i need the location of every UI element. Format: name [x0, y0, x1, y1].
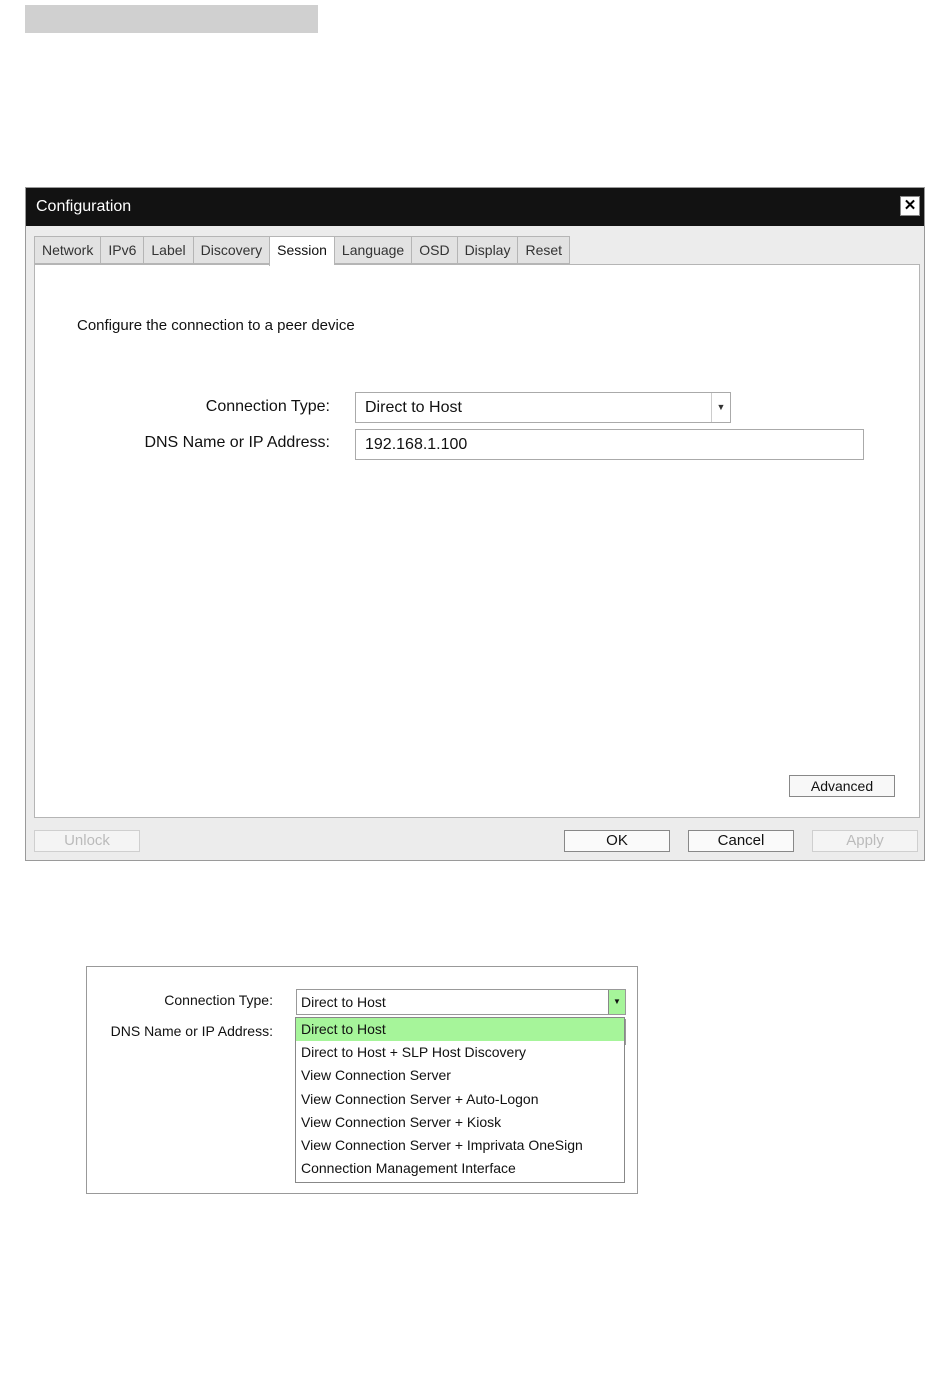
connection-type-value: Direct to Host	[301, 994, 386, 1010]
dropdown-option[interactable]: Connection Management Interface	[301, 1160, 516, 1177]
unlock-button[interactable]: Unlock	[34, 830, 140, 852]
connection-type-label: Connection Type:	[205, 398, 330, 415]
dns-label: DNS Name or IP Address:	[144, 434, 330, 451]
tab-label[interactable]: Label	[143, 236, 192, 264]
session-panel	[34, 264, 920, 818]
tab-bar	[34, 236, 570, 264]
dns-input[interactable]	[355, 429, 864, 460]
connection-type-select[interactable]	[355, 392, 731, 423]
tab-discovery[interactable]: Discovery	[193, 236, 269, 264]
tab-osd[interactable]: OSD	[411, 236, 456, 264]
ok-button[interactable]: OK	[564, 830, 670, 852]
tab-ipv6[interactable]: IPv6	[100, 236, 143, 264]
tab-display[interactable]: Display	[457, 236, 518, 264]
chevron-down-icon[interactable]: ▼	[711, 393, 730, 422]
configuration-dialog	[25, 187, 925, 861]
header-bar	[25, 5, 318, 33]
dropdown-option[interactable]: Direct to Host + SLP Host Discovery	[301, 1044, 526, 1061]
tab-session[interactable]: Session	[269, 236, 334, 266]
dialog-title: Configuration	[36, 198, 132, 215]
dropdown-option[interactable]: Direct to Host	[296, 1018, 624, 1041]
tab-reset[interactable]: Reset	[517, 236, 570, 264]
dropdown-figure	[86, 966, 638, 1194]
apply-button[interactable]: Apply	[812, 830, 918, 852]
dialog-titlebar	[26, 188, 924, 226]
dropdown-option[interactable]: View Connection Server	[301, 1067, 451, 1084]
connection-type-label: Connection Type:	[164, 992, 273, 1008]
chevron-down-icon[interactable]: ▼	[608, 990, 625, 1014]
dns-label: DNS Name or IP Address:	[110, 1023, 273, 1039]
cancel-button[interactable]: Cancel	[688, 830, 794, 852]
dropdown-option[interactable]: View Connection Server + Imprivata OneSign	[301, 1136, 583, 1153]
dropdown-option[interactable]: View Connection Server + Kiosk	[301, 1113, 502, 1130]
connection-type-value: Direct to Host	[365, 399, 462, 416]
advanced-button[interactable]: Advanced	[789, 775, 895, 797]
close-icon[interactable]: ✕	[900, 196, 920, 216]
tab-network[interactable]: Network	[34, 236, 100, 264]
connection-type-select[interactable]	[296, 989, 626, 1015]
dropdown-option[interactable]: View Connection Server + Auto-Logon	[301, 1090, 539, 1107]
connection-type-dropdown-list	[295, 1017, 625, 1183]
panel-description: Configure the connection to a peer device	[77, 317, 355, 334]
tab-language[interactable]: Language	[334, 236, 411, 264]
